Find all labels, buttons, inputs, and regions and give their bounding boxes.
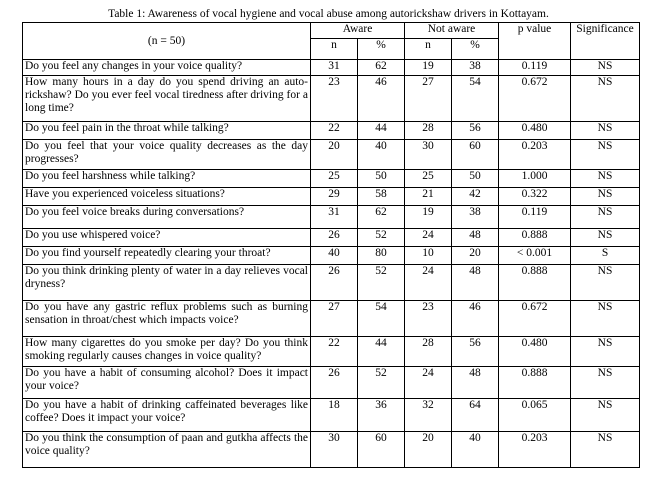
- p-value-cell: 1.000: [499, 170, 571, 188]
- p-value-cell: 0.480: [499, 122, 571, 140]
- aware-pct-cell: 80: [358, 247, 405, 265]
- aware-pct-cell: 52: [358, 229, 405, 247]
- significance-cell: NS: [571, 170, 640, 188]
- aware-header: Aware: [311, 23, 405, 39]
- aware-n-cell: 23: [311, 76, 358, 122]
- not-aware-n-cell: 25: [405, 170, 452, 188]
- question-cell: Do you feel any changes in your voice quality?: [23, 60, 311, 76]
- not-aware-pct-cell: 56: [452, 337, 499, 367]
- table-row: [23, 60, 640, 76]
- significance-cell: NS: [571, 188, 640, 206]
- p-value-cell: 0.672: [499, 76, 571, 122]
- aware-n-cell: 27: [311, 301, 358, 337]
- question-cell: How many hours in a day do you spend driving an auto-rickshaw? Do you ever feel vocal tiredness after driving for a long time?: [23, 76, 311, 122]
- not-aware-pct-cell: 40: [452, 432, 499, 468]
- not-aware-pct-header: %: [452, 39, 499, 60]
- aware-pct-cell: 62: [358, 60, 405, 76]
- not-aware-n-cell: 32: [405, 399, 452, 432]
- aware-n-cell: 25: [311, 170, 358, 188]
- table-row: [23, 301, 640, 337]
- significance-cell: NS: [571, 122, 640, 140]
- question-cell: Do you feel pain in the throat while talking?: [23, 122, 311, 140]
- question-cell: Do you have any gastric reflux problems such as burning sensation in throat/chest which impacts voice?: [23, 301, 311, 337]
- p-value-cell: 0.480: [499, 337, 571, 367]
- p-value-cell: 0.888: [499, 229, 571, 247]
- significance-cell: NS: [571, 206, 640, 229]
- not-aware-n-cell: 30: [405, 140, 452, 170]
- table-row: [23, 188, 640, 206]
- not-aware-pct-cell: 20: [452, 247, 499, 265]
- aware-pct-cell: 36: [358, 399, 405, 432]
- aware-n-header: n: [311, 39, 358, 60]
- p-value-cell: 0.322: [499, 188, 571, 206]
- question-cell: Have you experienced voiceless situations?: [23, 188, 311, 206]
- table-row: [23, 265, 640, 301]
- not-aware-pct-cell: 54: [452, 76, 499, 122]
- aware-n-cell: 40: [311, 247, 358, 265]
- not-aware-pct-cell: 48: [452, 265, 499, 301]
- question-cell: Do you have a habit of consuming alcohol? Does it impact your voice?: [23, 367, 311, 399]
- significance-cell: NS: [571, 265, 640, 301]
- not-aware-pct-cell: 38: [452, 206, 499, 229]
- not-aware-n-cell: 24: [405, 265, 452, 301]
- not-aware-pct-cell: 46: [452, 301, 499, 337]
- aware-n-cell: 26: [311, 367, 358, 399]
- aware-pct-cell: 44: [358, 122, 405, 140]
- not-aware-pct-cell: 64: [452, 399, 499, 432]
- significance-cell: NS: [571, 140, 640, 170]
- not-aware-n-cell: 10: [405, 247, 452, 265]
- aware-pct-cell: 58: [358, 188, 405, 206]
- aware-n-cell: 22: [311, 122, 358, 140]
- significance-header: Significance: [571, 23, 640, 60]
- question-cell: Do you think drinking plenty of water in a day relieves vocal dryness?: [23, 265, 311, 301]
- p-value-header: p value: [499, 23, 571, 60]
- p-value-cell: 0.888: [499, 367, 571, 399]
- not-aware-n-cell: 24: [405, 367, 452, 399]
- not-aware-pct-cell: 60: [452, 140, 499, 170]
- significance-cell: NS: [571, 432, 640, 468]
- awareness-table: [22, 22, 640, 468]
- p-value-cell: 0.203: [499, 432, 571, 468]
- table-row: [23, 432, 640, 468]
- significance-cell: NS: [571, 399, 640, 432]
- significance-cell: NS: [571, 60, 640, 76]
- question-cell: Do you use whispered voice?: [23, 229, 311, 247]
- question-cell: Do you have a habit of drinking caffeinated beverages like coffee? Does it impact your voice?: [23, 399, 311, 432]
- significance-cell: S: [571, 247, 640, 265]
- not-aware-pct-cell: 56: [452, 122, 499, 140]
- aware-n-cell: 26: [311, 229, 358, 247]
- not-aware-n-cell: 23: [405, 301, 452, 337]
- not-aware-n-cell: 19: [405, 206, 452, 229]
- p-value-cell: 0.672: [499, 301, 571, 337]
- table-row: [23, 122, 640, 140]
- not-aware-pct-cell: 42: [452, 188, 499, 206]
- aware-n-cell: 29: [311, 188, 358, 206]
- not-aware-n-header: n: [405, 39, 452, 60]
- table-row: [23, 170, 640, 188]
- p-value-cell: < 0.001: [499, 247, 571, 265]
- not-aware-n-cell: 27: [405, 76, 452, 122]
- not-aware-pct-cell: 38: [452, 60, 499, 76]
- not-aware-n-cell: 19: [405, 60, 452, 76]
- not-aware-n-cell: 28: [405, 122, 452, 140]
- significance-cell: NS: [571, 229, 640, 247]
- significance-cell: NS: [571, 367, 640, 399]
- aware-pct-cell: 44: [358, 337, 405, 367]
- not-aware-header: Not aware: [405, 23, 499, 39]
- table-row: [23, 247, 640, 265]
- aware-pct-header: %: [358, 39, 405, 60]
- question-cell: How many cigarettes do you smoke per day? Do you think smoking regularly causes changes in voice quality?: [23, 337, 311, 367]
- table-caption: Table 1: Awareness of vocal hygiene and vocal abuse among autorickshaw drivers in Kottayam.: [108, 8, 549, 20]
- sample-size-header: (n = 50): [23, 23, 311, 60]
- not-aware-pct-cell: 48: [452, 229, 499, 247]
- aware-n-cell: 22: [311, 337, 358, 367]
- table-row: [23, 140, 640, 170]
- aware-n-cell: 31: [311, 60, 358, 76]
- significance-cell: NS: [571, 337, 640, 367]
- not-aware-pct-cell: 50: [452, 170, 499, 188]
- table-row: [23, 399, 640, 432]
- p-value-cell: 0.119: [499, 206, 571, 229]
- aware-pct-cell: 50: [358, 170, 405, 188]
- aware-n-cell: 18: [311, 399, 358, 432]
- aware-n-cell: 20: [311, 140, 358, 170]
- not-aware-pct-cell: 48: [452, 367, 499, 399]
- aware-n-cell: 26: [311, 265, 358, 301]
- question-cell: Do you find yourself repeatedly clearing your throat?: [23, 247, 311, 265]
- aware-pct-cell: 62: [358, 206, 405, 229]
- table-row: [23, 367, 640, 399]
- p-value-cell: 0.119: [499, 60, 571, 76]
- question-cell: Do you feel harshness while talking?: [23, 170, 311, 188]
- aware-pct-cell: 46: [358, 76, 405, 122]
- table-row: [23, 76, 640, 122]
- aware-pct-cell: 52: [358, 367, 405, 399]
- not-aware-n-cell: 21: [405, 188, 452, 206]
- question-cell: Do you feel voice breaks during conversations?: [23, 206, 311, 229]
- not-aware-n-cell: 20: [405, 432, 452, 468]
- significance-cell: NS: [571, 301, 640, 337]
- not-aware-n-cell: 28: [405, 337, 452, 367]
- aware-pct-cell: 54: [358, 301, 405, 337]
- table-row: [23, 229, 640, 247]
- table-row: [23, 337, 640, 367]
- aware-n-cell: 30: [311, 432, 358, 468]
- aware-pct-cell: 52: [358, 265, 405, 301]
- aware-n-cell: 31: [311, 206, 358, 229]
- question-cell: Do you feel that your voice quality decreases as the day progresses?: [23, 140, 311, 170]
- aware-pct-cell: 60: [358, 432, 405, 468]
- not-aware-n-cell: 24: [405, 229, 452, 247]
- p-value-cell: 0.888: [499, 265, 571, 301]
- table-row: [23, 206, 640, 229]
- p-value-cell: 0.203: [499, 140, 571, 170]
- p-value-cell: 0.065: [499, 399, 571, 432]
- question-cell: Do you think the consumption of paan and gutkha affects the voice quality?: [23, 432, 311, 468]
- aware-pct-cell: 40: [358, 140, 405, 170]
- significance-cell: NS: [571, 76, 640, 122]
